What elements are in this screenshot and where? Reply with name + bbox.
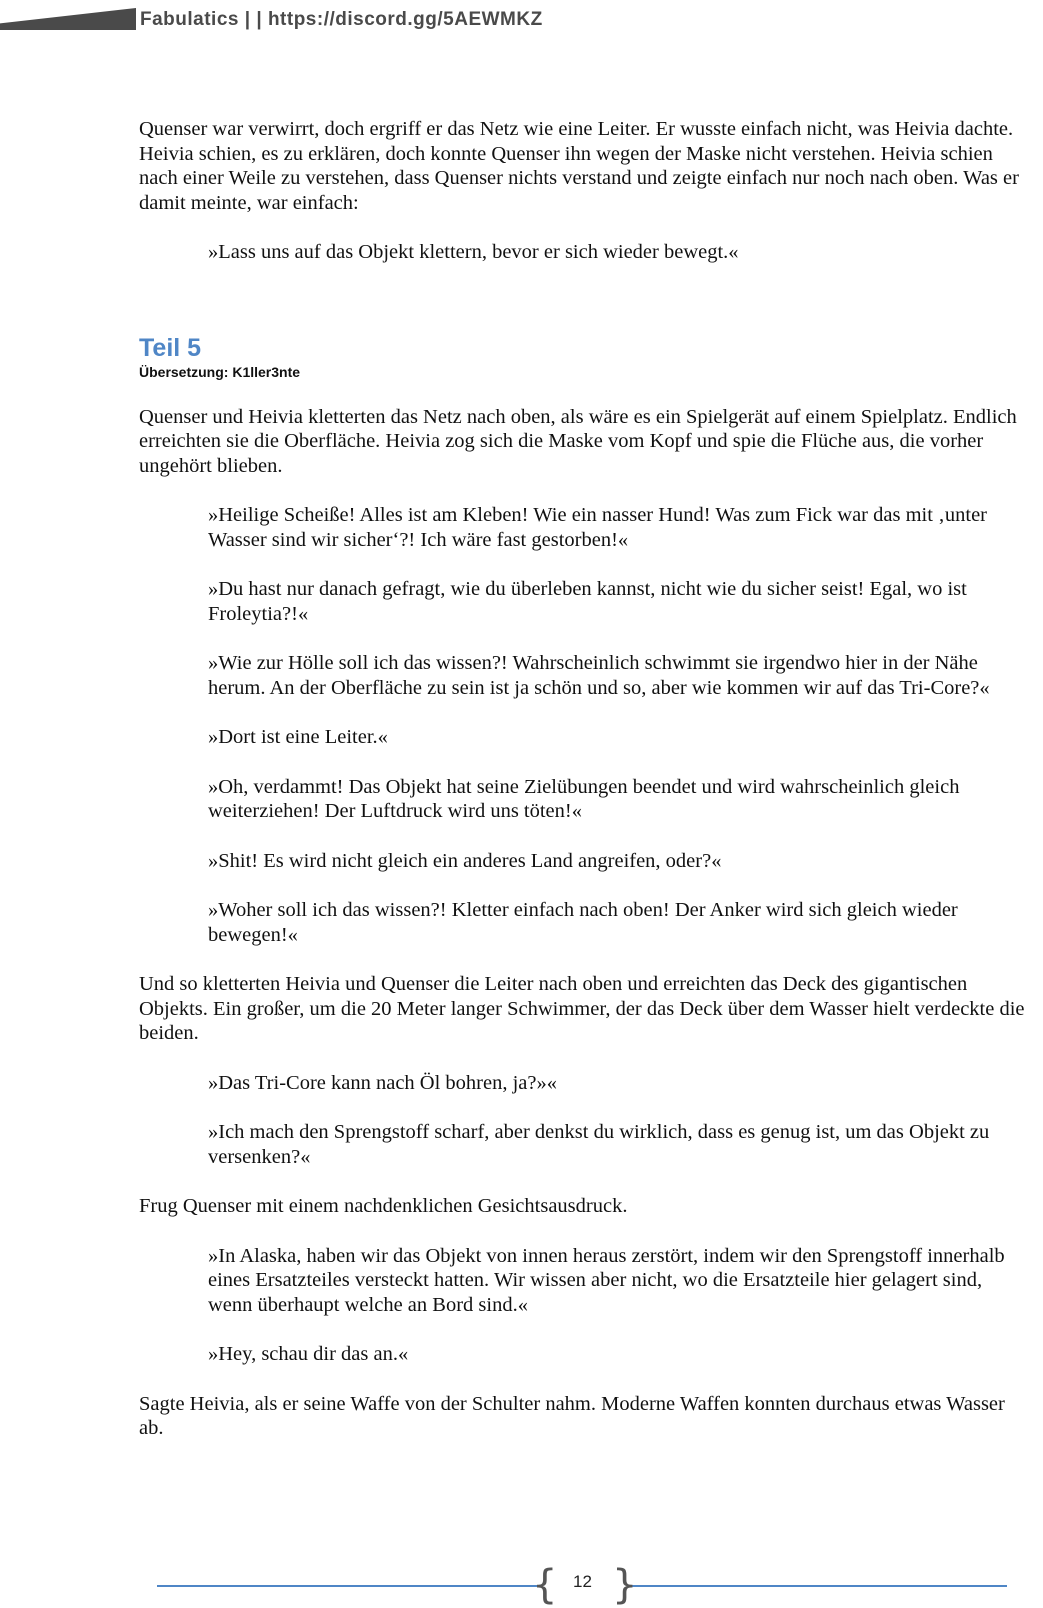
page-content [139, 117, 1029, 1466]
dialogue-quote: »Du hast nur danach gefragt, wie du überleben kannst, nicht wie du sicher seist! Egal, wo ist Froleytia?!« [208, 578, 967, 625]
paragraph: Sagte Heivia, als er seine Waffe von der Schulter nahm. Moderne Waffen konnten durchaus etwas Wasser ab. [139, 1392, 1005, 1439]
left-brace-icon: { [532, 1562, 558, 1608]
dialogue-quote: »Wie zur Hölle soll ich das wissen?! Wahrscheinlich schwimmt sie irgendwo hier in der Nähe herum. An der Oberfläche zu sein ist ja schön und so, aber wie kommen wir auf das Tri-Core?« [208, 652, 990, 699]
paragraph: Und so kletterten Heivia und Quenser die Leiter nach oben und erreichten das Deck des gigantischen Objekts. Ein großer, um die 20 Meter langer Schwimmer, der das Deck über dem Wasser hielt verdeckte die beiden. [139, 973, 1025, 1044]
page-number: 12 [573, 1572, 592, 1591]
dialogue-quote: »Das Tri-Core kann nach Öl bohren, ja?»« [208, 1071, 558, 1094]
dialogue-quote: »Ich mach den Sprengstoff scharf, aber denkst du wirklich, dass es genug ist, um das Objekt zu versenken?« [208, 1121, 990, 1168]
header-title: Fabulatics | | https://discord.gg/5AEWMKZ [140, 9, 543, 30]
dialogue-quote: »Woher soll ich das wissen?! Kletter einfach nach oben! Der Anker wird sich gleich wieder bewegen!« [208, 899, 958, 946]
dialogue-quote: »Shit! Es wird nicht gleich ein anderes Land angreifen, oder?« [208, 849, 722, 872]
header-decoration-bar [0, 8, 136, 30]
dialogue-quote: »In Alaska, haben wir das Objekt von innen heraus zerstört, indem wir den Sprengstoff innerhalb eines Ersatzteiles versteckt hatten. Wir wissen aber nicht, wo die Ersatzteile hier gelagert sind, wenn überhaupt welche an Bord sind.« [208, 1244, 1005, 1316]
footer-divider-right [627, 1585, 1007, 1587]
dialogue-quote: »Dort ist eine Leiter.« [208, 726, 388, 748]
intro-paragraph: Quenser war verwirrt, doch ergriff er das Netz wie eine Leiter. Er wusste einfach nicht, was Heivia dachte. Heivia schien, es zu erklären, doch konnte Quenser ihn wegen der Maske nicht verstehen. Heivia schien nach einer Weile zu verstehen, dass Quenser nichts verstand und zeigte einfach nur noch nach oben. Was er damit meinte, war einfach: [139, 118, 1019, 214]
footer-divider-left [157, 1585, 539, 1587]
translator-credit: Übersetzung: K1ller3nte [139, 363, 301, 380]
dialogue-quote: »Oh, verdammt! Das Objekt hat seine Zielübungen beendet und wird wahrscheinlich gleich weiterziehen! Der Luftdruck wird uns töten!« [208, 775, 960, 822]
section-title: Teil 5 [139, 333, 202, 362]
paragraph: Quenser und Heivia kletterten das Netz nach oben, als wäre es ein Spielgerät auf einem Spielplatz. Endlich erreichten sie die Oberfläche. Heivia zog sich die Maske vom Kopf und spie die Flüche aus, die vorher ungehört blieben. [139, 405, 1017, 477]
right-brace-icon: } [612, 1562, 638, 1608]
intro-quote: »Lass uns auf das Objekt klettern, bevor er sich wieder bewegt.« [208, 241, 739, 263]
page-footer [0, 1560, 1043, 1608]
dialogue-quote: »Hey, schau dir das an.« [208, 1343, 409, 1365]
paragraph: Frug Quenser mit einem nachdenklichen Gesichtsausdruck. [139, 1195, 628, 1217]
dialogue-quote: »Heilige Scheiße! Alles ist am Kleben! Wie ein nasser Hund! Was zum Fick war das mit ‚unter Wasser sind wir sicher‘?! Ich wäre fast gestorben!« [208, 504, 987, 551]
